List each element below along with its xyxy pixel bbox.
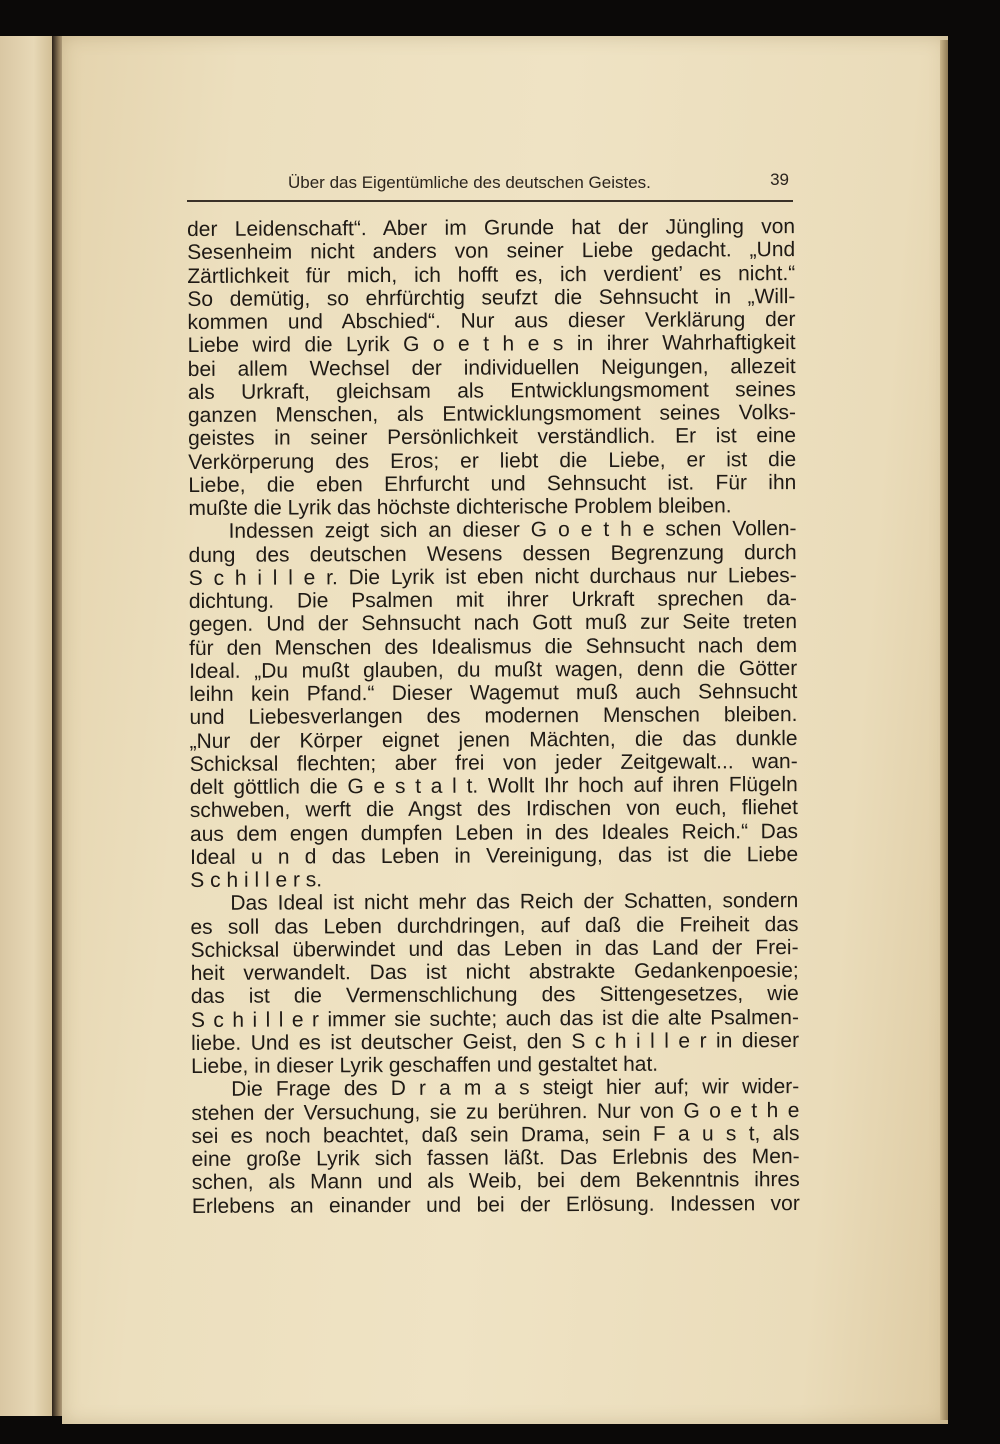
running-head xyxy=(187,166,793,202)
text-line: leihn kein Pfand.“ Dieser Wagemut muß auch Sehnsucht xyxy=(189,680,798,706)
text-line: aus dem engen dumpfen Leben in des Ideales Reich.“ Das xyxy=(189,819,799,846)
text-line: Das Ideal ist nicht mehr das Reich der Schatten, sondern xyxy=(230,889,799,916)
text-line: für den Menschen des Idealismus die Sehnsucht nach dem xyxy=(189,633,798,660)
text-line: Indessen zeigt sich an dieser G o e t h e schen Vollen- xyxy=(228,517,797,544)
text-line: schen, als Mann und als Weib, bei dem Bekenntnis ihres xyxy=(191,1168,800,1195)
text-line: stehen der Versuchung, sie zu berühren. Nur von G o e t h e xyxy=(191,1098,800,1125)
page-number: 39 xyxy=(770,170,789,189)
text-line: Liebe, die eben Ehrfurcht und Sehnsucht ist. Für ihn xyxy=(188,470,797,497)
text-line: So demütig, so ehrfürchtig seufzt die Sehnsucht in „Will- xyxy=(187,284,796,311)
text-line: „Nur der Körper eignet jenen Mächten, die das dunkle xyxy=(189,726,798,753)
text-line: eine große Lyrik sich fassen läßt. Das Erlebnis des Men- xyxy=(191,1145,800,1171)
scan-bottom-border xyxy=(0,1424,1000,1444)
text-line: kommen und Abschied“. Nur aus dieser Verklärung der xyxy=(187,308,796,334)
text-line: schweben, werft die Angst des Irdischen von euch, fliehet xyxy=(189,796,798,823)
body-text xyxy=(187,215,800,1218)
text-line: heit verwandelt. Das ist nicht abstrakte Gedankenpoesie; xyxy=(190,959,799,985)
text-line: geistes in seiner Persönlichkeit verständlich. Er ist eine xyxy=(188,424,797,451)
text-line: der Leidenschaft“. Aber im Grunde hat der Jüngling von xyxy=(187,215,796,241)
text-line: Schicksal überwindet und das Leben in das Land der Frei- xyxy=(190,935,799,962)
text-line: Liebe wird die Lyrik G o e t h e s in ihrer Wahrhaftigkeit xyxy=(187,331,796,358)
text-line: Ideal. „Du mußt glauben, du mußt wagen, denn die Götter xyxy=(189,656,798,683)
text-line: gegen. Und der Sehnsucht nach Gott muß zur Seite treten xyxy=(188,610,798,637)
text-line: Liebe, in dieser Lyrik geschaffen und gestaltet hat. xyxy=(191,1052,659,1078)
page-edge-shadow xyxy=(940,40,948,1420)
text-line: delt göttlich die G e s t a l t. Wollt Ihr hoch auf ihren Flügeln xyxy=(189,773,798,799)
text-line: dung des deutschen Wesens dessen Begrenzung durch xyxy=(188,540,797,567)
text-line: ganzen Menschen, als Entwicklungsmoment seines Volks- xyxy=(187,401,797,427)
text-line: und Liebesverlangen des modernen Menschen bleiben. xyxy=(189,703,798,730)
text-line: mußte die Lyrik das höchste dichterische Problem bleiben. xyxy=(188,494,732,520)
text-line: bei allem Wechsel der individuellen Neigungen, allezeit xyxy=(187,354,796,381)
text-line: Zärtlichkeit für mich, ich hofft es, ich verdient’ es nicht.“ xyxy=(187,261,796,288)
text-line: Verkörperung des Eros; er liebt die Liebe, er ist die xyxy=(188,447,797,474)
text-line: Schicksal flechten; aber frei von jeder Zeitgewalt... wan- xyxy=(189,749,798,776)
text-line: das ist die Vermenschlichung des Sittengesetzes, wie xyxy=(190,982,799,1009)
running-title: Über das Eigentümliche des deutschen Geistes. xyxy=(288,173,651,192)
text-line: als Urkraft, gleichsam als Entwicklungsmoment seines xyxy=(187,377,796,404)
text-line: Sesenheim nicht anders von seiner Liebe gedacht. „Und xyxy=(187,238,796,265)
text-line: S c h i l l e r. Die Lyrik ist eben nicht durchaus nur Liebes- xyxy=(188,563,797,590)
text-line: dichtung. Die Psalmen mit ihrer Urkraft sprechen da- xyxy=(188,587,797,613)
text-line: liebe. Und es ist deutscher Geist, den S c h i l l e r in dieser xyxy=(190,1028,800,1055)
left-page-edge xyxy=(0,36,56,1416)
text-line: S c h i l l e r immer sie suchte; auch das ist die alte Psalmen- xyxy=(190,1005,799,1032)
text-line: Ideal u n d das Leben in Vereinigung, das ist die Liebe xyxy=(190,842,799,869)
text-line: S c h i l l e r s. xyxy=(190,868,323,892)
text-line: Die Frage des D r a m a s steigt hier auf; wir wider- xyxy=(231,1075,800,1102)
text-line: es soll das Leben durchdringen, auf daß die Freiheit das xyxy=(190,912,799,939)
text-line: Erlebens an einander und bei der Erlösung. Indessen vor xyxy=(191,1191,800,1218)
text-line: sei es noch beachtet, daß sein Drama, sein F a u s t, als xyxy=(191,1121,800,1148)
